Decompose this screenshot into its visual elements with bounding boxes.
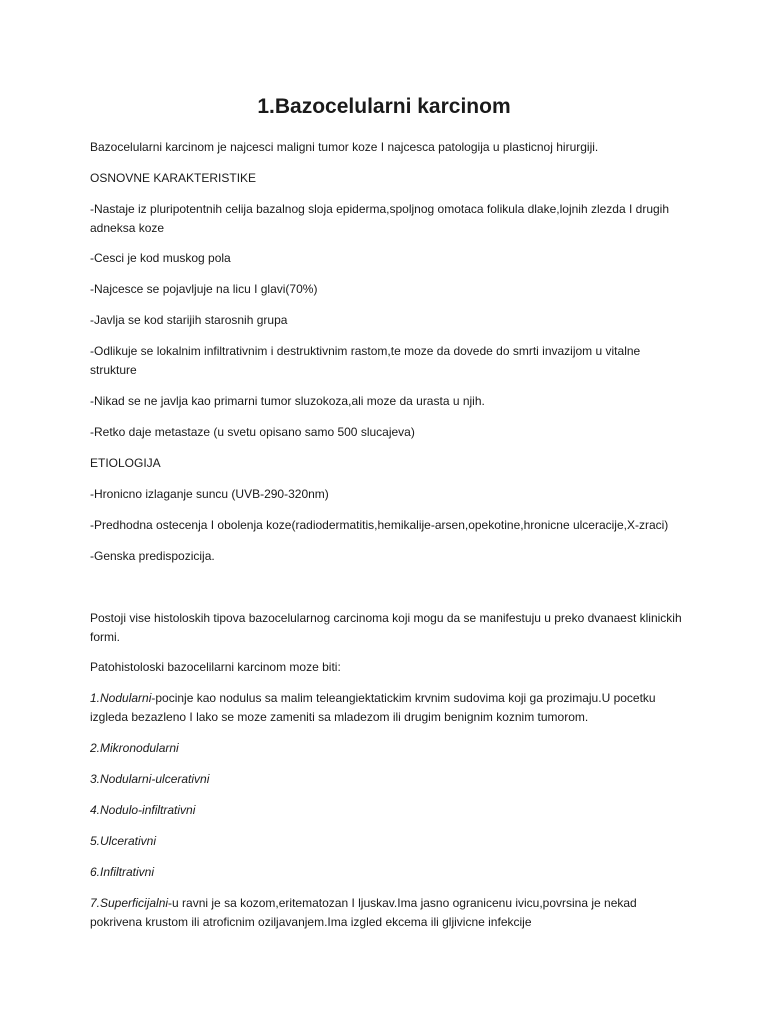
- characteristic-item: -Najcesce se pojavljuje na licu I glavi(70%): [90, 282, 318, 296]
- etiology-item: -Predhodna ostecenja I obolenja koze(radiodermatitis,hemikalije-arsen,opekotine,hronicne ulceracije,X-zraci): [90, 518, 669, 532]
- type-description: -pocinje kao nodulus sa malim teleangiektatickim krvnim sudovima koji ga prozimaju.U pocetku izgleda bezazleno I lako se moze zameniti sa mladezom ili drugim benignim koznim tumorom.: [90, 691, 656, 724]
- intro-paragraph: Bazocelularni karcinom je najcesci maligni tumor koze I najcesca patologija u plasticnoj hirurgiji.: [90, 140, 599, 154]
- section-heading-etiology: ETIOLOGIJA: [90, 456, 161, 470]
- type-name: 7.Superficijalni: [90, 896, 169, 910]
- type-item: [90, 739, 690, 758]
- type-item: [90, 801, 690, 820]
- histology-paragraph: Postoji vise histoloskih tipova bazocelularnog carcinoma koji mogu da se manifestuju u preko dvanaest klinickih formi.: [90, 611, 682, 644]
- type-description: -u ravni je sa kozom,eritematozan I ljuskav.Ima jasno ogranicenu ivicu,povrsina je nekad pokrivena krustom ili atroficnim oziljavanjem.Ima izgled ekcema ili gljivicne infekcije: [90, 896, 637, 929]
- type-name: 3.Nodularni-ulcerativni: [90, 772, 210, 786]
- type-item: [90, 832, 690, 851]
- document-title: 1.Bazocelularni karcinom: [257, 95, 511, 118]
- characteristic-item: -Retko daje metastaze (u svetu opisano samo 500 slucajeva): [90, 425, 415, 439]
- type-item: [90, 689, 690, 726]
- type-item: [90, 863, 690, 882]
- characteristic-item: -Cesci je kod muskog pola: [90, 251, 231, 265]
- type-name: 5.Ulcerativni: [90, 834, 157, 848]
- section-heading-characteristics: OSNOVNE KARAKTERISTIKE: [90, 171, 257, 185]
- etiology-item: -Genska predispozicija.: [90, 549, 215, 563]
- type-name: 4.Nodulo-infiltrativni: [90, 803, 196, 817]
- type-name: 6.Infiltrativni: [90, 865, 155, 879]
- characteristic-item: -Javlja se kod starijih starosnih grupa: [90, 313, 288, 327]
- characteristic-item: -Odlikuje se lokalnim infiltrativnim i destruktivnim rastom,te moze da dovede do smrti invazijom u vitalne strukture: [90, 344, 641, 377]
- etiology-item: -Hronicno izlaganje suncu (UVB-290-320nm): [90, 487, 329, 501]
- characteristic-item: -Nastaje iz pluripotentnih celija bazalnog sloja epiderma,spoljnog omotaca folikula dlake,lojnih zlezda I drugih adneksa koze: [90, 202, 670, 235]
- type-name: 1.Nodularni: [90, 691, 152, 705]
- type-item: [90, 770, 690, 789]
- type-item: [90, 894, 690, 931]
- characteristic-item: -Nikad se ne javlja kao primarni tumor sluzokoza,ali moze da urasta u njih.: [90, 394, 485, 408]
- types-intro: Patohistoloski bazocelilarni karcinom moze biti:: [90, 660, 341, 674]
- type-name: 2.Mikronodularni: [90, 741, 179, 755]
